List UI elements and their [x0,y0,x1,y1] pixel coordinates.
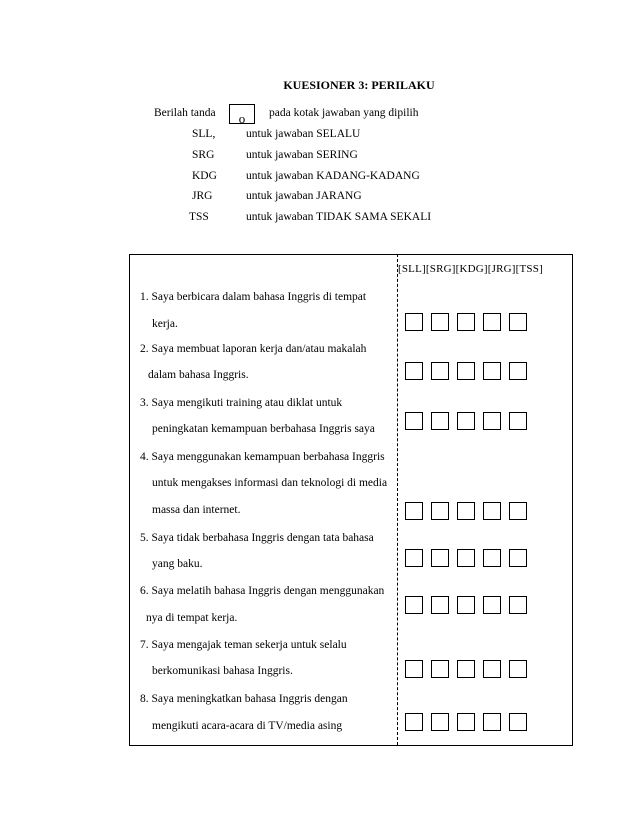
answer-4-tss-checkbox[interactable] [509,502,527,520]
answer-8-sll-checkbox[interactable] [405,713,423,731]
question-7-line-1: 7. Saya mengajak teman sekerja untuk selalu [140,639,347,651]
answer-3-tss-checkbox[interactable] [509,412,527,430]
answer-6-srg-checkbox[interactable] [431,596,449,614]
question-5-line-1: 5. Saya tidak berbahasa Inggris dengan tata bahasa [140,532,374,544]
page-title: KUESIONER 3: PERILAKU [283,78,435,92]
legend-desc-tss: untuk jawaban TIDAK SAMA SEKALI [246,211,432,223]
answer-2-srg-checkbox[interactable] [431,362,449,380]
answer-3-srg-checkbox[interactable] [431,412,449,430]
answer-1-srg-checkbox[interactable] [431,313,449,331]
answer-row-7 [405,660,527,678]
question-8-line-2: mengikuti acara-acara di TV/media asing [152,720,343,732]
question-6-line-1: 6. Saya melatih bahasa Inggris dengan menggunakan [140,585,385,597]
question-5-line-2: yang baku. [152,558,203,570]
answer-4-jrg-checkbox[interactable] [483,502,501,520]
legend-desc-jrg: untuk jawaban JARANG [246,190,362,202]
answer-8-jrg-checkbox[interactable] [483,713,501,731]
column-divider [397,254,398,745]
answer-6-jrg-checkbox[interactable] [483,596,501,614]
question-1-line-2: kerja. [152,318,178,330]
answer-5-jrg-checkbox[interactable] [483,549,501,567]
answer-5-kdg-checkbox[interactable] [457,549,475,567]
legend-code-jrg: JRG [192,190,213,202]
answer-7-jrg-checkbox[interactable] [483,660,501,678]
question-6-line-2: nya di tempat kerja. [146,612,238,624]
legend-code-sll: SLL, [192,128,216,140]
answer-2-sll-checkbox[interactable] [405,362,423,380]
answer-row-2 [405,362,527,380]
answer-8-srg-checkbox[interactable] [431,713,449,731]
answer-5-sll-checkbox[interactable] [405,549,423,567]
answer-6-kdg-checkbox[interactable] [457,596,475,614]
answer-7-tss-checkbox[interactable] [509,660,527,678]
answer-columns-header: [SLL][SRG][KDG][JRG][TSS] [398,263,543,275]
instruction-suffix: pada kotak jawaban yang dipilih [269,107,419,119]
answer-1-tss-checkbox[interactable] [509,313,527,331]
legend-desc-kdg: untuk jawaban KADANG-KADANG [246,170,420,182]
answer-6-tss-checkbox[interactable] [509,596,527,614]
legend-desc-sll: untuk jawaban SELALU [246,128,361,140]
answer-4-sll-checkbox[interactable] [405,502,423,520]
answer-1-kdg-checkbox[interactable] [457,313,475,331]
answer-7-kdg-checkbox[interactable] [457,660,475,678]
question-3-line-1: 3. Saya mengikuti training atau diklat untuk [140,397,343,409]
answer-4-srg-checkbox[interactable] [431,502,449,520]
instruction-prefix: Berilah tanda [154,107,216,119]
answer-4-kdg-checkbox[interactable] [457,502,475,520]
answer-2-tss-checkbox[interactable] [509,362,527,380]
mark-symbol: o [238,111,246,126]
legend-code-srg: SRG [192,149,215,161]
mark-example-box [229,104,255,124]
answer-3-kdg-checkbox[interactable] [457,412,475,430]
answer-2-kdg-checkbox[interactable] [457,362,475,380]
answer-row-5 [405,549,527,567]
question-2-line-2: dalam bahasa Inggris. [148,369,249,381]
answer-row-3 [405,412,527,430]
answer-8-kdg-checkbox[interactable] [457,713,475,731]
question-7-line-2: berkomunikasi bahasa Inggris. [152,665,293,677]
legend-code-tss: TSS [189,211,209,223]
question-2-line-1: 2. Saya membuat laporan kerja dan/atau makalah [140,343,367,355]
answer-row-4 [405,502,527,520]
question-4-line-1: 4. Saya menggunakan kemampuan berbahasa Inggris [140,451,385,463]
answer-5-tss-checkbox[interactable] [509,549,527,567]
answer-2-jrg-checkbox[interactable] [483,362,501,380]
answer-row-1 [405,313,527,331]
question-1-line-1: 1. Saya berbicara dalam bahasa Inggris di tempat [140,291,367,303]
question-4-line-3: massa dan internet. [152,504,241,516]
legend-desc-srg: untuk jawaban SERING [246,149,358,161]
question-8-line-1: 8. Saya meningkatkan bahasa Inggris dengan [140,693,348,705]
answer-8-tss-checkbox[interactable] [509,713,527,731]
answer-1-sll-checkbox[interactable] [405,313,423,331]
answer-row-6 [405,596,527,614]
answer-7-srg-checkbox[interactable] [431,660,449,678]
answer-3-jrg-checkbox[interactable] [483,412,501,430]
answer-5-srg-checkbox[interactable] [431,549,449,567]
question-4-line-2: untuk mengakses informasi dan teknologi di media [152,477,388,489]
legend-code-kdg: KDG [192,170,217,182]
answer-6-sll-checkbox[interactable] [405,596,423,614]
answer-1-jrg-checkbox[interactable] [483,313,501,331]
answer-3-sll-checkbox[interactable] [405,412,423,430]
answer-row-8 [405,713,527,731]
answer-7-sll-checkbox[interactable] [405,660,423,678]
question-3-line-2: peningkatan kemampuan berbahasa Inggris saya [152,423,375,435]
